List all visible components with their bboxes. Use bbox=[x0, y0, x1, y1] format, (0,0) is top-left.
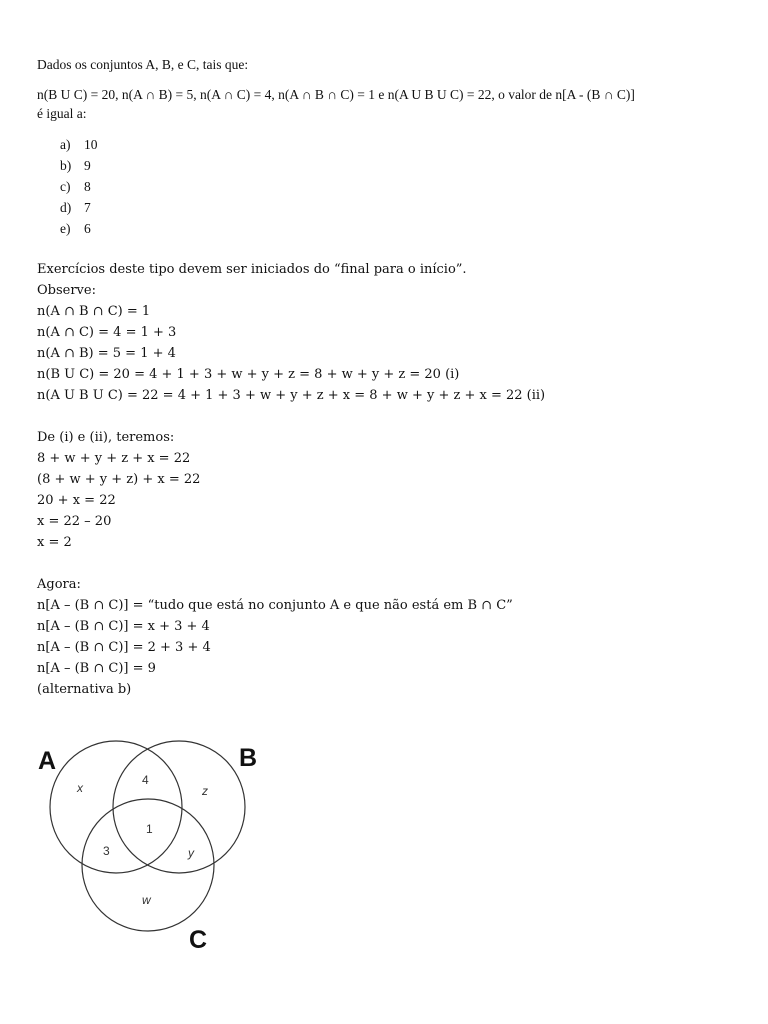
option-c bbox=[60, 176, 98, 197]
question-intro: Dados os conjuntos A, B, e C, tais que: bbox=[37, 57, 249, 72]
set-a-label: A bbox=[38, 747, 57, 775]
option-letter: c) bbox=[60, 179, 71, 194]
conclusion-line: Agora: bbox=[37, 577, 81, 592]
option-e bbox=[60, 218, 98, 239]
paragraph-gap bbox=[37, 553, 545, 574]
solution-line: n(A ∩ C) = 4 = 1 + 3 bbox=[37, 325, 177, 340]
region-bc-label: y bbox=[188, 846, 194, 860]
derivation-line: 8 + w + y + z + x = 22 bbox=[37, 451, 191, 466]
option-value: 10 bbox=[84, 137, 98, 152]
derivation-line: x = 22 – 20 bbox=[37, 514, 112, 529]
region-abc-label: 1 bbox=[146, 822, 153, 836]
region-a-only-label: x bbox=[77, 781, 83, 795]
question-statement-line-2: é igual a: bbox=[37, 106, 87, 121]
solution-line: Exercícios deste tipo devem ser iniciados do “final para o início”. bbox=[37, 262, 467, 277]
derivation-line: x = 2 bbox=[37, 535, 72, 550]
region-c-only-label: w bbox=[142, 893, 151, 907]
conclusion-line: n[A – (B ∩ C)] = “tudo que está no conjunto A e que não está em B ∩ C” bbox=[37, 598, 513, 613]
conclusion-line: n[A – (B ∩ C)] = x + 3 + 4 bbox=[37, 619, 210, 634]
derivation-line: (8 + w + y + z) + x = 22 bbox=[37, 472, 201, 487]
option-value: 9 bbox=[84, 158, 91, 173]
solution-block bbox=[37, 259, 545, 700]
option-letter: d) bbox=[60, 200, 72, 215]
solution-line: n(B U C) = 20 = 4 + 1 + 3 + w + y + z = 8 + w + y + z = 20 (i) bbox=[37, 367, 460, 382]
option-value: 8 bbox=[84, 179, 91, 194]
solution-line: n(A U B U C) = 22 = 4 + 1 + 3 + w + y + z + x = 8 + w + y + z + x = 22 (ii) bbox=[37, 388, 546, 403]
set-c-label: C bbox=[189, 926, 208, 952]
solution-line: n(A ∩ B) = 5 = 1 + 4 bbox=[37, 346, 176, 361]
option-b bbox=[60, 155, 98, 176]
option-letter: a) bbox=[60, 137, 71, 152]
question-statement bbox=[37, 85, 757, 123]
option-d bbox=[60, 197, 98, 218]
paragraph-gap bbox=[37, 406, 545, 427]
derivation-line: De (i) e (ii), teremos: bbox=[37, 430, 175, 445]
region-ab-label: 4 bbox=[142, 773, 149, 787]
venn-diagram bbox=[34, 737, 274, 952]
conclusion-line: n[A – (B ∩ C)] = 9 bbox=[37, 661, 156, 676]
option-a bbox=[60, 134, 98, 155]
conclusion-line: n[A – (B ∩ C)] = 2 + 3 + 4 bbox=[37, 640, 211, 655]
answer-options bbox=[60, 134, 98, 239]
option-value: 6 bbox=[84, 221, 91, 236]
set-b-label: B bbox=[239, 744, 258, 772]
derivation-line: 20 + x = 22 bbox=[37, 493, 116, 508]
option-value: 7 bbox=[84, 200, 91, 215]
solution-line: Observe: bbox=[37, 283, 96, 298]
option-letter: b) bbox=[60, 158, 72, 173]
region-ac-label: 3 bbox=[103, 844, 110, 858]
region-b-only-label: z bbox=[202, 784, 208, 798]
solution-line: n(A ∩ B ∩ C) = 1 bbox=[37, 304, 151, 319]
question-statement-line-1: n(B U C) = 20, n(A ∩ B) = 5, n(A ∩ C) = 4, n(A ∩ B ∩ C) = 1 e n(A U B U C) = 22, o valor de n[A - (B ∩ C)] bbox=[37, 87, 635, 102]
conclusion-line: (alternativa b) bbox=[37, 682, 132, 697]
option-letter: e) bbox=[60, 221, 71, 236]
